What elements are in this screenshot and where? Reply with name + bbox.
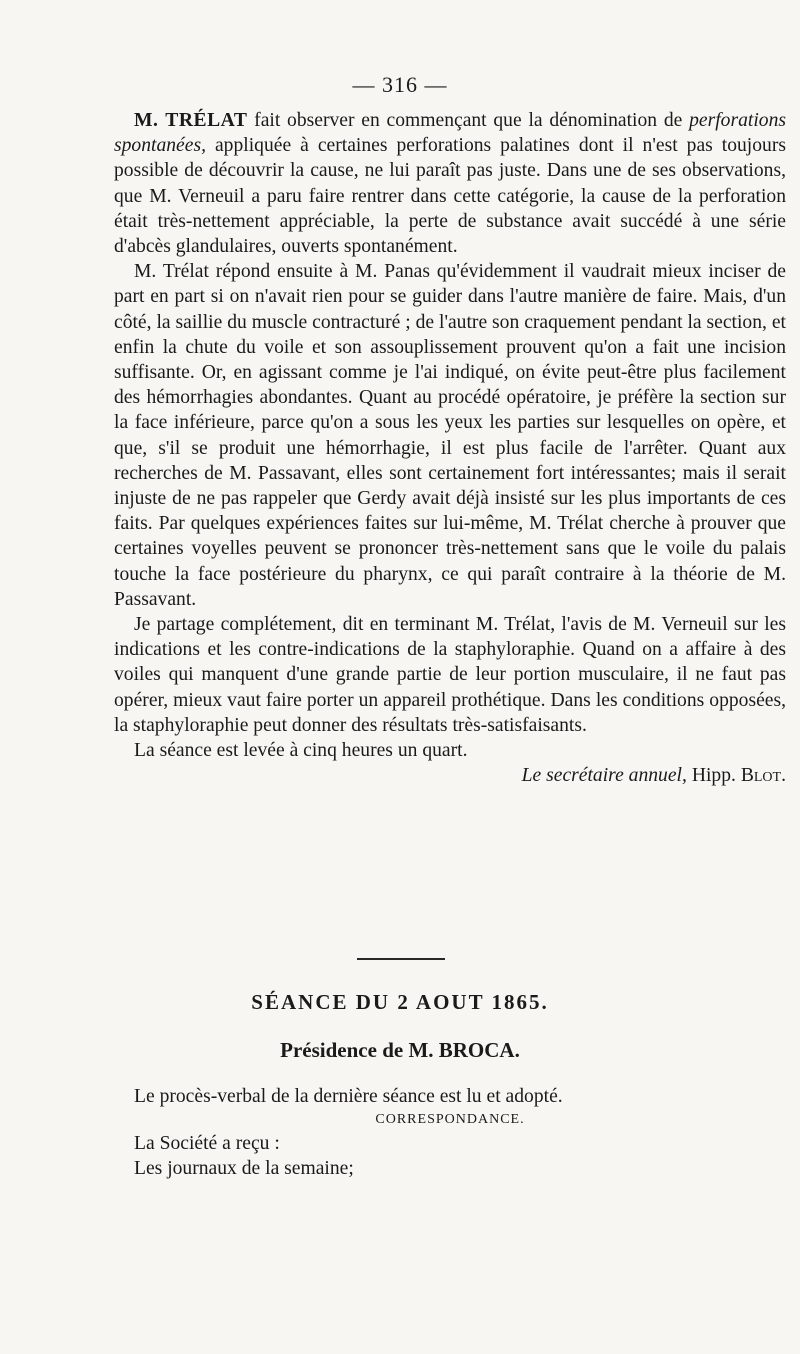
page-number: — 316 — xyxy=(352,72,448,97)
speaker-name: M. TRÉLAT xyxy=(134,110,248,131)
emphasis-term: perforations spontanées, xyxy=(114,110,786,157)
journaux-line: Les journaux de la semaine; xyxy=(134,1158,354,1180)
paragraph-seance-levee: La séance est levée à cinq heures un quart. xyxy=(134,740,468,762)
societe-recu: La Société a reçu : xyxy=(134,1133,280,1155)
presidence-heading: Présidence de M. BROCA. xyxy=(280,1038,520,1062)
signature: Le secrétaire annuel, Hipp. Blot. xyxy=(521,765,786,787)
seance-text xyxy=(114,1084,786,1182)
paragraph-trelat-reply: M. Trélat répond ensuite à M. Panas qu'évidemment il vaudrait mieux inciser de part en part si on n'avait rien pour se guider dans l'autre manière de faire. Mais, d'un côté, la saillie du muscle contracturé ; de l'autre son craquement pendant la section, et enfin la chute du voile et son assouplissement prouvent qu'on a fait une incision suffisante. Or, en agissant comme je l'ai indiqué, on évite peut-être plus facilement des hémorrhagies abondantes. Quant au procédé opératoire, je préfère la section sur la face inférieure, parce qu'on a sous les yeux les parties sur lesquelles on opère, et que, s'il se produit une hémorrhagie, il est plus facile de l'arrêter. Quant aux recherches de M. Passavant, elles sont certainement fort intéressantes; mais il serait injuste de ne pas rappeler que Gerdy avait déjà insisté sur les plus importants de ces faits. Par quelques expériences faites sur lui-même, M. Trélat cherche à prouver que certaines voyelles peuvent se prononcer très-nettement sans que le voile du palais touche la face postérieure du pharynx, ce qui paraît contraire à la théorie de M. Passavant. xyxy=(114,261,786,610)
main-text xyxy=(114,108,786,788)
paragraph-trelat-observation: M. TRÉLAT fait observer en commençant que la dénomination de perforations spontanées, appliquée à certaines perforations palatines dont il n'est pas toujours possible de découvrir la cause, ne lui paraît pas juste. Dans une de ses observations, que M. Verneuil a paru faire rentrer dans cette catégorie, la cause de la perforation était très-nettement appréciable, la perte de substance avait succédé à une série d'abcès glandulaires, ouverts spontanément. xyxy=(114,110,786,258)
paragraph-trelat-conclusion: Je partage complétement, dit en terminant M. Trélat, l'avis de M. Verneuil sur les indications et les contre-indications de la staphyloraphie. Quand on a affaire à des voiles qui manquent d'une grande partie de leur portion musculaire, il ne faut pas opérer, mieux vaut faire porter un appareil prothétique. Dans les conditions opposées, la staphyloraphie peut donner des résultats très-satisfaisants. xyxy=(114,614,786,736)
seance-title: SÉANCE DU 2 AOUT 1865. xyxy=(251,990,549,1014)
correspondance-heading: CORRESPONDANCE. xyxy=(375,1112,525,1128)
proces-verbal: Le procès-verbal de la dernière séance est lu et adopté. xyxy=(134,1086,563,1107)
section-divider xyxy=(357,958,445,960)
signature-role: Le secrétaire annuel, xyxy=(521,765,687,787)
signature-name: Blot. xyxy=(740,765,786,787)
